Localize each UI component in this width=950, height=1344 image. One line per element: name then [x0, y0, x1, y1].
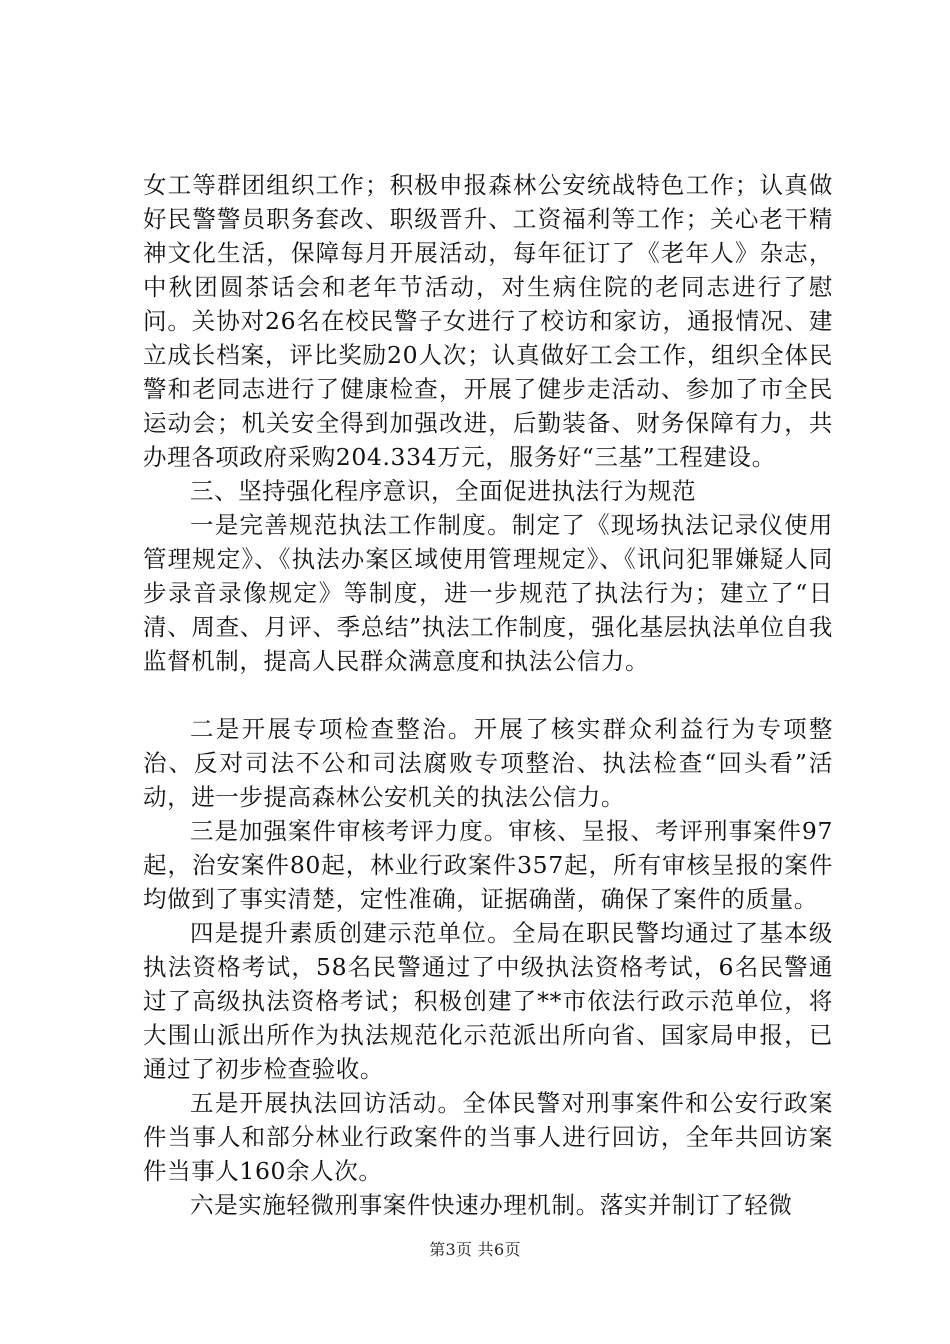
paragraph-item-3: 三是加强案件审核考评力度。审核、呈报、考评刑事案件97起，治安案件80起，林业行政案件357起，所有审核呈报的案件均做到了事实清楚，定性准确，证据确凿，确保了案件的质量。	[143, 817, 833, 913]
paragraph-continued: 女工等群团组织工作；积极申报森林公安统战特色工作；认真做好民警警员职务套改、职级晋升、工资福利等工作；关心老干精神文化生活，保障每月开展活动，每年征订了《老年人》杂志，中秋团圆茶话会和老年节活动，对生病住院的老同志进行了慰问。关协对26名在校民警子女进行了校访和家访，通报情况、建立成长档案，评比奖励20人次；认真做好工会工作，组织全体民警和老同志进行了健康检查，开展了健步走活动、参加了市全民运动会；机关安全得到加强改进，后勤装备、财务保障有力，共办理各项政府采购204.334万元，服务好“三基”工程建设。	[143, 171, 833, 471]
paragraph-item-1: 一是完善规范执法工作制度。制定了《现场执法记录仪使用管理规定》、《执法办案区域使用管理规定》、《讯问犯罪嫌疑人同步录音录像规定》等制度，进一步规范了执法行为；建立了“日清、周查、月评、季总结”执法工作制度，强化基层执法单位自我监督机制，提高人民群众满意度和执法公信力。	[143, 511, 833, 675]
page-number-footer	[0, 1240, 950, 1260]
paragraph-item-6: 六是实施轻微刑事案件快速办理机制。落实并制订了轻微	[190, 1191, 793, 1219]
document-body	[143, 168, 833, 1222]
paragraph-item-4: 四是提升素质创建示范单位。全局在职民警均通过了基本级执法资格考试，58名民警通过了中级执法资格考试，6名民警通过了高级执法资格考试；积极创建了**市依法行政示范单位，将大围山派出所作为执法规范化示范派出所向省、国家局申报，已通过了初步检查验收。	[143, 919, 833, 1083]
section-heading: 三、坚持强化程序意识，全面促进执法行为规范	[190, 477, 697, 505]
paragraph-item-2: 二是开展专项检查整治。开展了核实群众利益行为专项整治、反对司法不公和司法腐败专项整治、执法检查“回头看”活动，进一步提高森林公安机关的执法公信力。	[143, 715, 833, 811]
page-number-label: 第3页 共6页	[429, 1240, 521, 1259]
paragraph-item-5: 五是开展执法回访活动。全体民警对刑事案件和公安行政案件当事人和部分林业行政案件的当事人进行回访，全年共回访案件当事人160余人次。	[143, 1089, 833, 1185]
